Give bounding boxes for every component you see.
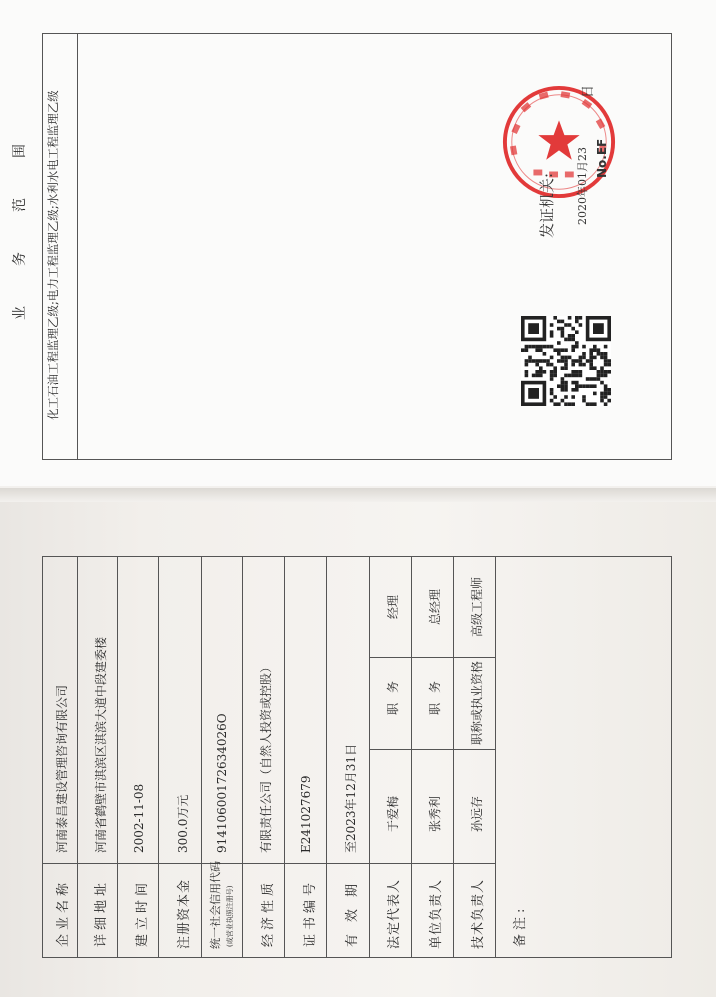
value-company-name: 河南泰昌建设管理咨询有限公司 <box>55 684 69 853</box>
label-founded: 建立时间 <box>135 878 150 947</box>
value-credit-code: 91410600172634026O <box>215 713 229 853</box>
serial-number: No.EF <box>595 138 609 178</box>
value-validity: 至2023年12月31日 <box>344 743 358 853</box>
scope-title: 业务范围 <box>12 104 28 320</box>
row-divider <box>369 557 370 957</box>
scope-text: 化工石油工程监理乙级;电力工程监理乙级;水利水电工程监理乙级 <box>46 90 60 420</box>
label-remarks: 备注: <box>513 904 528 947</box>
row-divider <box>326 557 327 957</box>
issuing-authority-label: 发证机关: <box>538 172 556 238</box>
label-validity: 有效期 <box>345 871 360 947</box>
person-name: 于爱梅 <box>386 795 400 832</box>
issue-date: 2020年01月23 <box>576 147 589 225</box>
row-divider <box>495 557 496 957</box>
person-title: 经理 <box>386 594 400 619</box>
label-credit-code-sub: (或营业执照注册号) <box>226 885 234 947</box>
issue-date-day-char: 日 <box>581 84 596 98</box>
person-title: 总经理 <box>428 588 442 625</box>
label-separator <box>43 863 495 864</box>
label-tech-head: 技术负责人 <box>471 878 486 949</box>
label-legal-rep: 法定代表人 <box>387 878 402 949</box>
label-cert-no: 证书编号 <box>303 878 318 947</box>
person-title-label: 职务 <box>386 670 400 715</box>
info-table <box>42 556 672 958</box>
row-divider <box>411 557 412 957</box>
row-divider <box>284 557 285 957</box>
row-divider <box>77 557 78 957</box>
scan-crease <box>0 488 716 502</box>
people-grid-line <box>369 749 495 750</box>
label-econ-type: 经济性质 <box>261 878 276 947</box>
row-divider <box>117 557 118 957</box>
person-title-label: 职务 <box>428 670 442 715</box>
person-name: 孙远存 <box>470 795 484 832</box>
value-address: 河南省鹤壁市淇滨区淇滨大道中段建委楼 <box>94 636 108 853</box>
row-divider <box>201 557 202 957</box>
label-credit-code: 统一社会信用代码 <box>209 861 222 949</box>
person-title: 高级工程师 <box>470 576 484 637</box>
person-title-label: 职称或执业资格 <box>470 660 484 745</box>
value-capital: 300.0万元 <box>176 794 190 853</box>
value-cert-no: E241027679 <box>299 775 313 853</box>
label-company-name: 企业名称 <box>56 878 71 947</box>
business-scope-page <box>0 0 716 486</box>
qr-code <box>521 316 611 406</box>
people-grid-line <box>369 657 495 658</box>
certificate-info-page <box>0 488 716 997</box>
value-econ-type: 有限责任公司（自然人投资或控股） <box>259 660 273 853</box>
label-capital: 注册资本金 <box>177 878 192 949</box>
row-divider <box>242 557 243 957</box>
row-divider <box>158 557 159 957</box>
label-unit-head: 单位负责人 <box>429 878 444 949</box>
person-name: 张秀利 <box>428 795 442 832</box>
row-divider <box>453 557 454 957</box>
value-founded: 2002-11-08 <box>132 783 146 853</box>
label-address: 详细地址 <box>94 878 109 947</box>
